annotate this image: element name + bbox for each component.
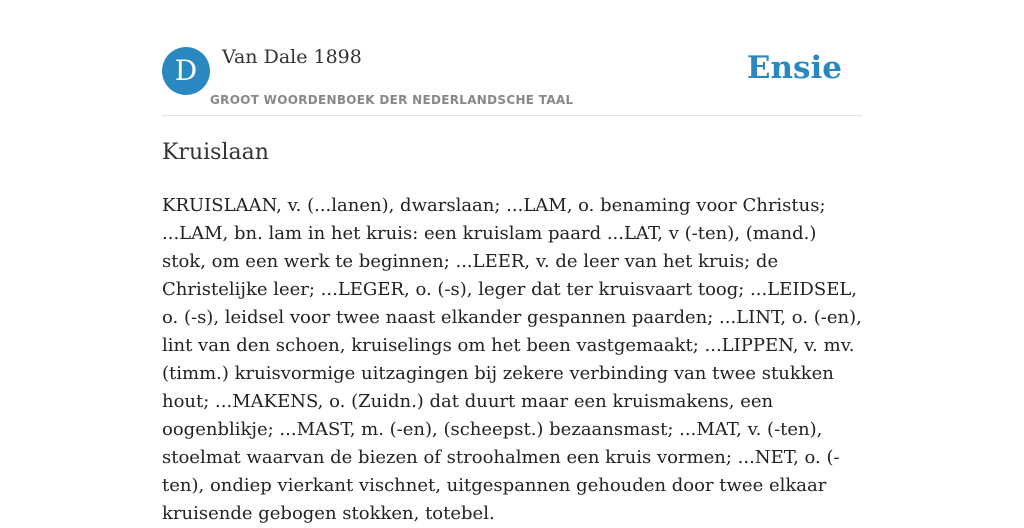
entry-headword: Kruislaan bbox=[162, 140, 269, 165]
dictionary-avatar[interactable]: D bbox=[162, 47, 210, 95]
dictionary-title[interactable]: Van Dale 1898 bbox=[222, 46, 362, 68]
entry-definition: KRUISLAAN, v. (...lanen), dwarslaan; ...LAM, o. benaming voor Christus; ...LAM, bn. lam in het kruis: een kruislam paard ...LAT, v (-ten), (mand.) stok, om een werk te beginnen; ...LEER, v. de leer van het kruis; de Christelijke leer; ...LEGER, o. (-s), leger dat ter kruisvaart toog; ...LEIDSEL, o. (-s), leidsel voor twee naast elkander gespannen paarden; ...LINT, o. (-en), lint van den schoen, kruiselings om het been vastgemaakt; ...LIPPEN, v. mv. (timm.) kruisvormige uitzagingen bij zekere verbinding van twee stukken hout; ...MAKENS, o. (Zuidn.) dat duurt maar een kruismakens, een oogenblikje; ...MAST, m. (-en), (scheepst.) bezaansmast; ...MAT, v. (-ten), stoelmat waarvan de biezen of stroohalmen een kruis vormen; ...NET, o. (-ten), ondiep vierkant vischnet, uitgespannen gehouden door twee elkaar kruisende gebogen stokken, totebel. bbox=[162, 195, 862, 524]
header-divider bbox=[162, 115, 862, 116]
brand-logo[interactable]: Ensie bbox=[746, 50, 842, 86]
header bbox=[162, 46, 862, 116]
dictionary-subtitle: GROOT WOORDENBOEK DER NEDERLANDSCHE TAAL bbox=[210, 93, 574, 107]
